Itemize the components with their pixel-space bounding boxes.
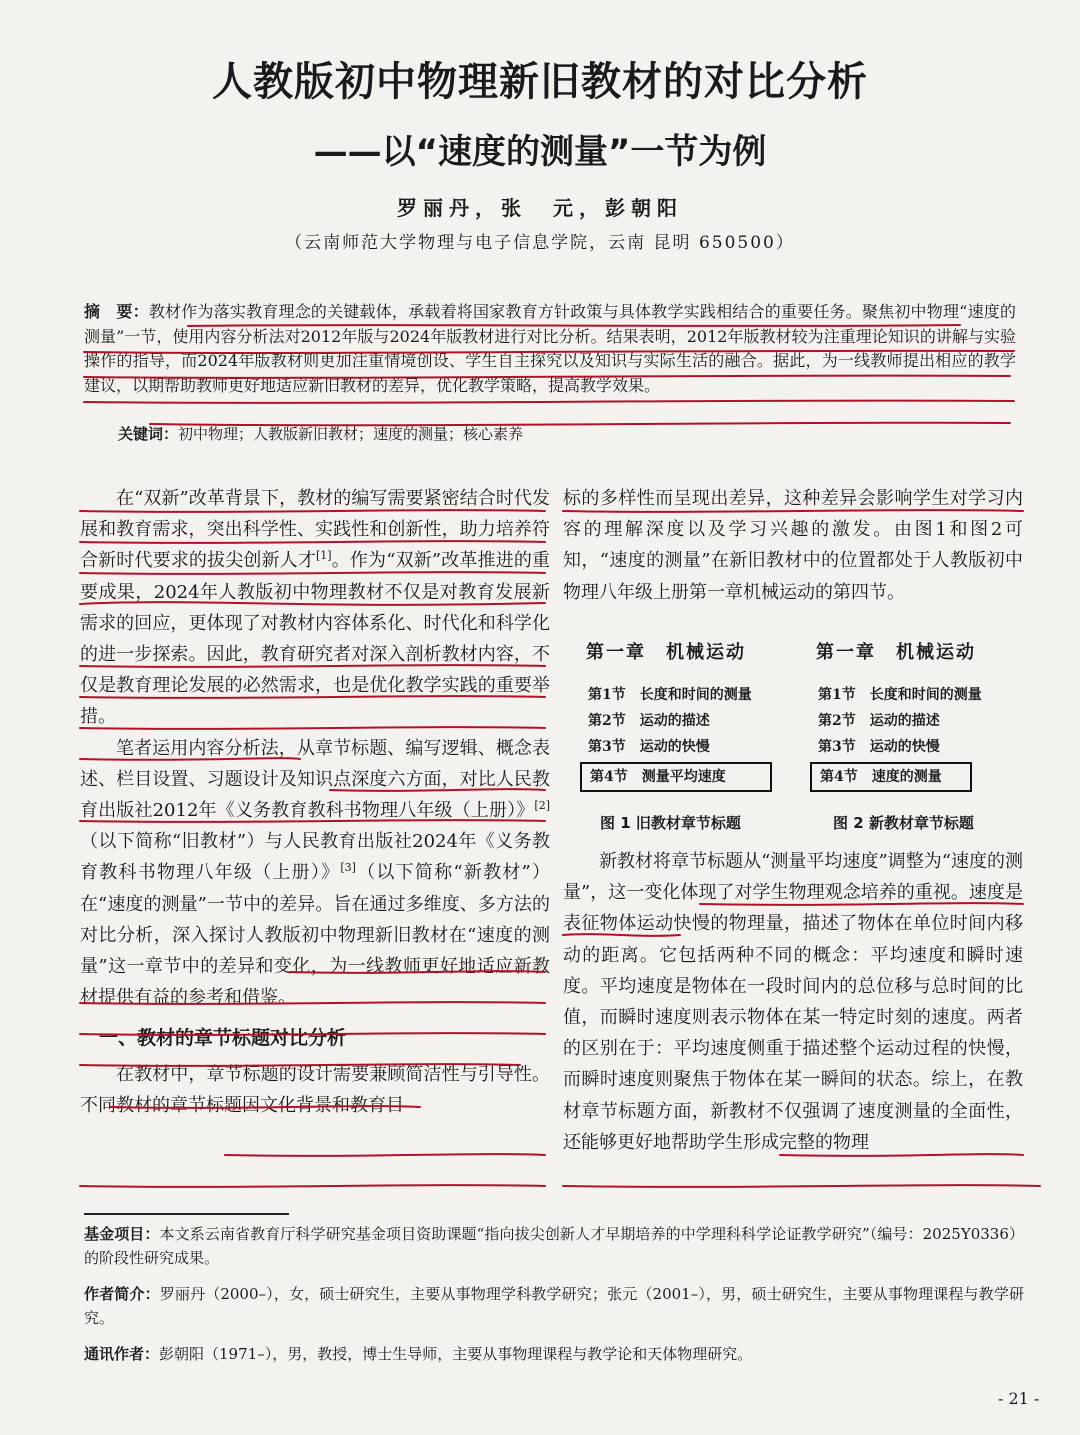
footnote-authors xyxy=(84,1282,1024,1330)
footnote-label: 通讯作者： xyxy=(84,1345,160,1363)
footnote-rule xyxy=(84,1213,289,1215)
paragraph-text: 笔者运用内容分析法，从章节标题、编写逻辑、概念表述、栏目设置、习题设计及知识点深度六方面，对比人民教育出版社2012年《义务教育教科书物理八年级（上册）》 xyxy=(80,737,550,822)
figure-section: 第3节 运动的快慢 xyxy=(588,739,710,755)
figure-section-highlighted: 第4节 测量平均速度 xyxy=(580,762,772,792)
paper-title: 人教版初中物理新旧教材的对比分析 xyxy=(212,59,868,105)
right-column-top xyxy=(563,483,1023,608)
abstract xyxy=(84,300,1016,398)
footnote-funding xyxy=(84,1222,1024,1270)
figure-section: 第2节 运动的描述 xyxy=(818,713,940,729)
left-column xyxy=(80,483,550,1121)
paragraph-text: （以下简称“新教材”）在“速度的测量”一节中的差异。旨在通过多维度、多方法的对比分析，深入探讨人教版初中物理新旧教材在“速度的测量”这一章节中的差异和变化，为一线教师更好地适应新教材提供有益的参考和借鉴。 xyxy=(80,862,550,1009)
paragraph-text: 。作为“双新”改革推进的重要成果，2024年人教版初中物理教材不仅是对教育发展新需求的回应，更体现了对教材内容体系化、时代化和科学化的进一步探索。因此，教育研究者对深入剖析教材内容，不仅是教育理论发展的必然需求，也是优化教学实践的重要举措。 xyxy=(80,550,550,728)
footnote-text: 本文系云南省教育厅科学研究基金项目资助课题“指向拔尖创新人才早期培养的中学理科科学论证教学研究”（编号：2025Y0336）的阶段性研究成果。 xyxy=(84,1225,1024,1267)
figure-1-caption: 图 1 旧教材章节标题 xyxy=(600,814,741,832)
paragraph: 标的多样性而呈现出差异，这种差异会影响学生对学习内容的理解深度以及学习兴趣的激发。由图1和图2可知，“速度的测量”在新旧教材中的位置都处于人教版初中物理八年级上册第一章机械运动的第四节。 xyxy=(563,488,1023,603)
paragraph: 新教材将章节标题从“测量平均速度”调整为“速度的测量”，这一变化体现了对学生物理观念培养的重视。速度是表征物体运动快慢的物理量，描述了物体在单位时间内移动的距离。它包括两种不同的概念：平均速度和瞬时速度。平均速度是物体在一段时间内的总位移与总时间的比值，而瞬时速度则表示物体在某一特定时刻的速度。两者的区别在于：平均速度侧重于描述整个运动过程的快慢，而瞬时速度则聚焦于物体在某一瞬间的状态。综上，在教材章节标题方面，新教材不仅强调了速度测量的全面性，还能够更好地帮助学生形成完整的物理 xyxy=(563,851,1023,1153)
footnote-corresponding xyxy=(84,1342,1024,1366)
paper-subtitle: ——以“速度的测量”一节为例 xyxy=(313,132,767,172)
citation: [1] xyxy=(316,549,332,563)
citation: [2] xyxy=(534,799,550,813)
footnote-label: 作者简介： xyxy=(84,1285,160,1303)
paragraph xyxy=(80,733,550,1014)
figure-chapter-title: 第一章 机械运动 xyxy=(816,642,976,663)
section-heading: 一、教材的章节标题对比分析 xyxy=(99,1027,347,1050)
page-number: - 21 - xyxy=(998,1389,1040,1408)
footnote-text: 彭朝阳（1971–），男，教授，博士生导师，主要从事物理课程与教学论和天体物理研究。 xyxy=(159,1345,753,1363)
paragraph xyxy=(80,483,550,733)
figure-2 xyxy=(810,632,1020,810)
keywords-text: 初中物理；人教版新旧教材；速度的测量；核心素养 xyxy=(178,425,524,443)
citation: [3] xyxy=(340,861,356,875)
paragraph-text: 在“双新”改革背景下，教材的编写需要紧密结合时代发展和教育需求，突出科学性、实践性和创新性，助力培养符合新时代要求的拔尖创新人才 xyxy=(80,488,550,572)
keywords-label: 关键词： xyxy=(118,425,179,443)
figure-section: 第3节 运动的快慢 xyxy=(818,739,940,755)
paragraph-text: （以下简称“旧教材”）与人民教育出版社2024年《义务教育教科书物理八年级（上册）》 xyxy=(80,831,550,884)
author-list: 罗丽丹，张 元，彭朝阳 xyxy=(397,196,683,220)
figure-chapter-title: 第一章 机械运动 xyxy=(586,642,746,663)
figure-section: 第1节 长度和时间的测量 xyxy=(818,687,982,703)
footnote-label: 基金项目： xyxy=(84,1225,160,1243)
right-column-bottom xyxy=(563,846,1023,1158)
figure-section-highlighted: 第4节 速度的测量 xyxy=(810,762,972,792)
figure-1 xyxy=(580,632,792,810)
figure-2-caption: 图 2 新教材章节标题 xyxy=(833,814,974,832)
figure-section: 第2节 运动的描述 xyxy=(588,713,710,729)
figure-section: 第1节 长度和时间的测量 xyxy=(588,687,752,703)
keywords xyxy=(118,423,1018,445)
footnote-text: 罗丽丹（2000–），女，硕士研究生，主要从事物理学科教学研究；张元（2001–），男，硕士研究生，主要从事物理课程与教学研究。 xyxy=(84,1285,1024,1327)
abstract-label: 摘 要： xyxy=(84,302,149,321)
affiliation: （云南师范大学物理与电子信息学院，云南 昆明 650500） xyxy=(285,233,795,253)
paragraph: 在教材中，章节标题的设计需要兼顾简洁性与引导性。不同教材的章节标题因文化背景和教育目 xyxy=(80,1063,550,1116)
abstract-text: 教材作为落实教育理念的关键载体，承载着将国家教育方针政策与具体教学实践相结合的重要任务。聚焦初中物理“速度的测量”一节，使用内容分析法对2012年版与2024年版教材进行对比分析。结果表明，2012年版教材较为注重理论知识的讲解与实验操作的指导，而2024年版教材则更加注重情境创设、学生自主探究以及知识与实际生活的融合。据此，为一线教师提出相应的教学建议，以期帮助教师更好地适应新旧教材的差异，优化教学策略，提高教学效果。 xyxy=(84,302,1016,395)
